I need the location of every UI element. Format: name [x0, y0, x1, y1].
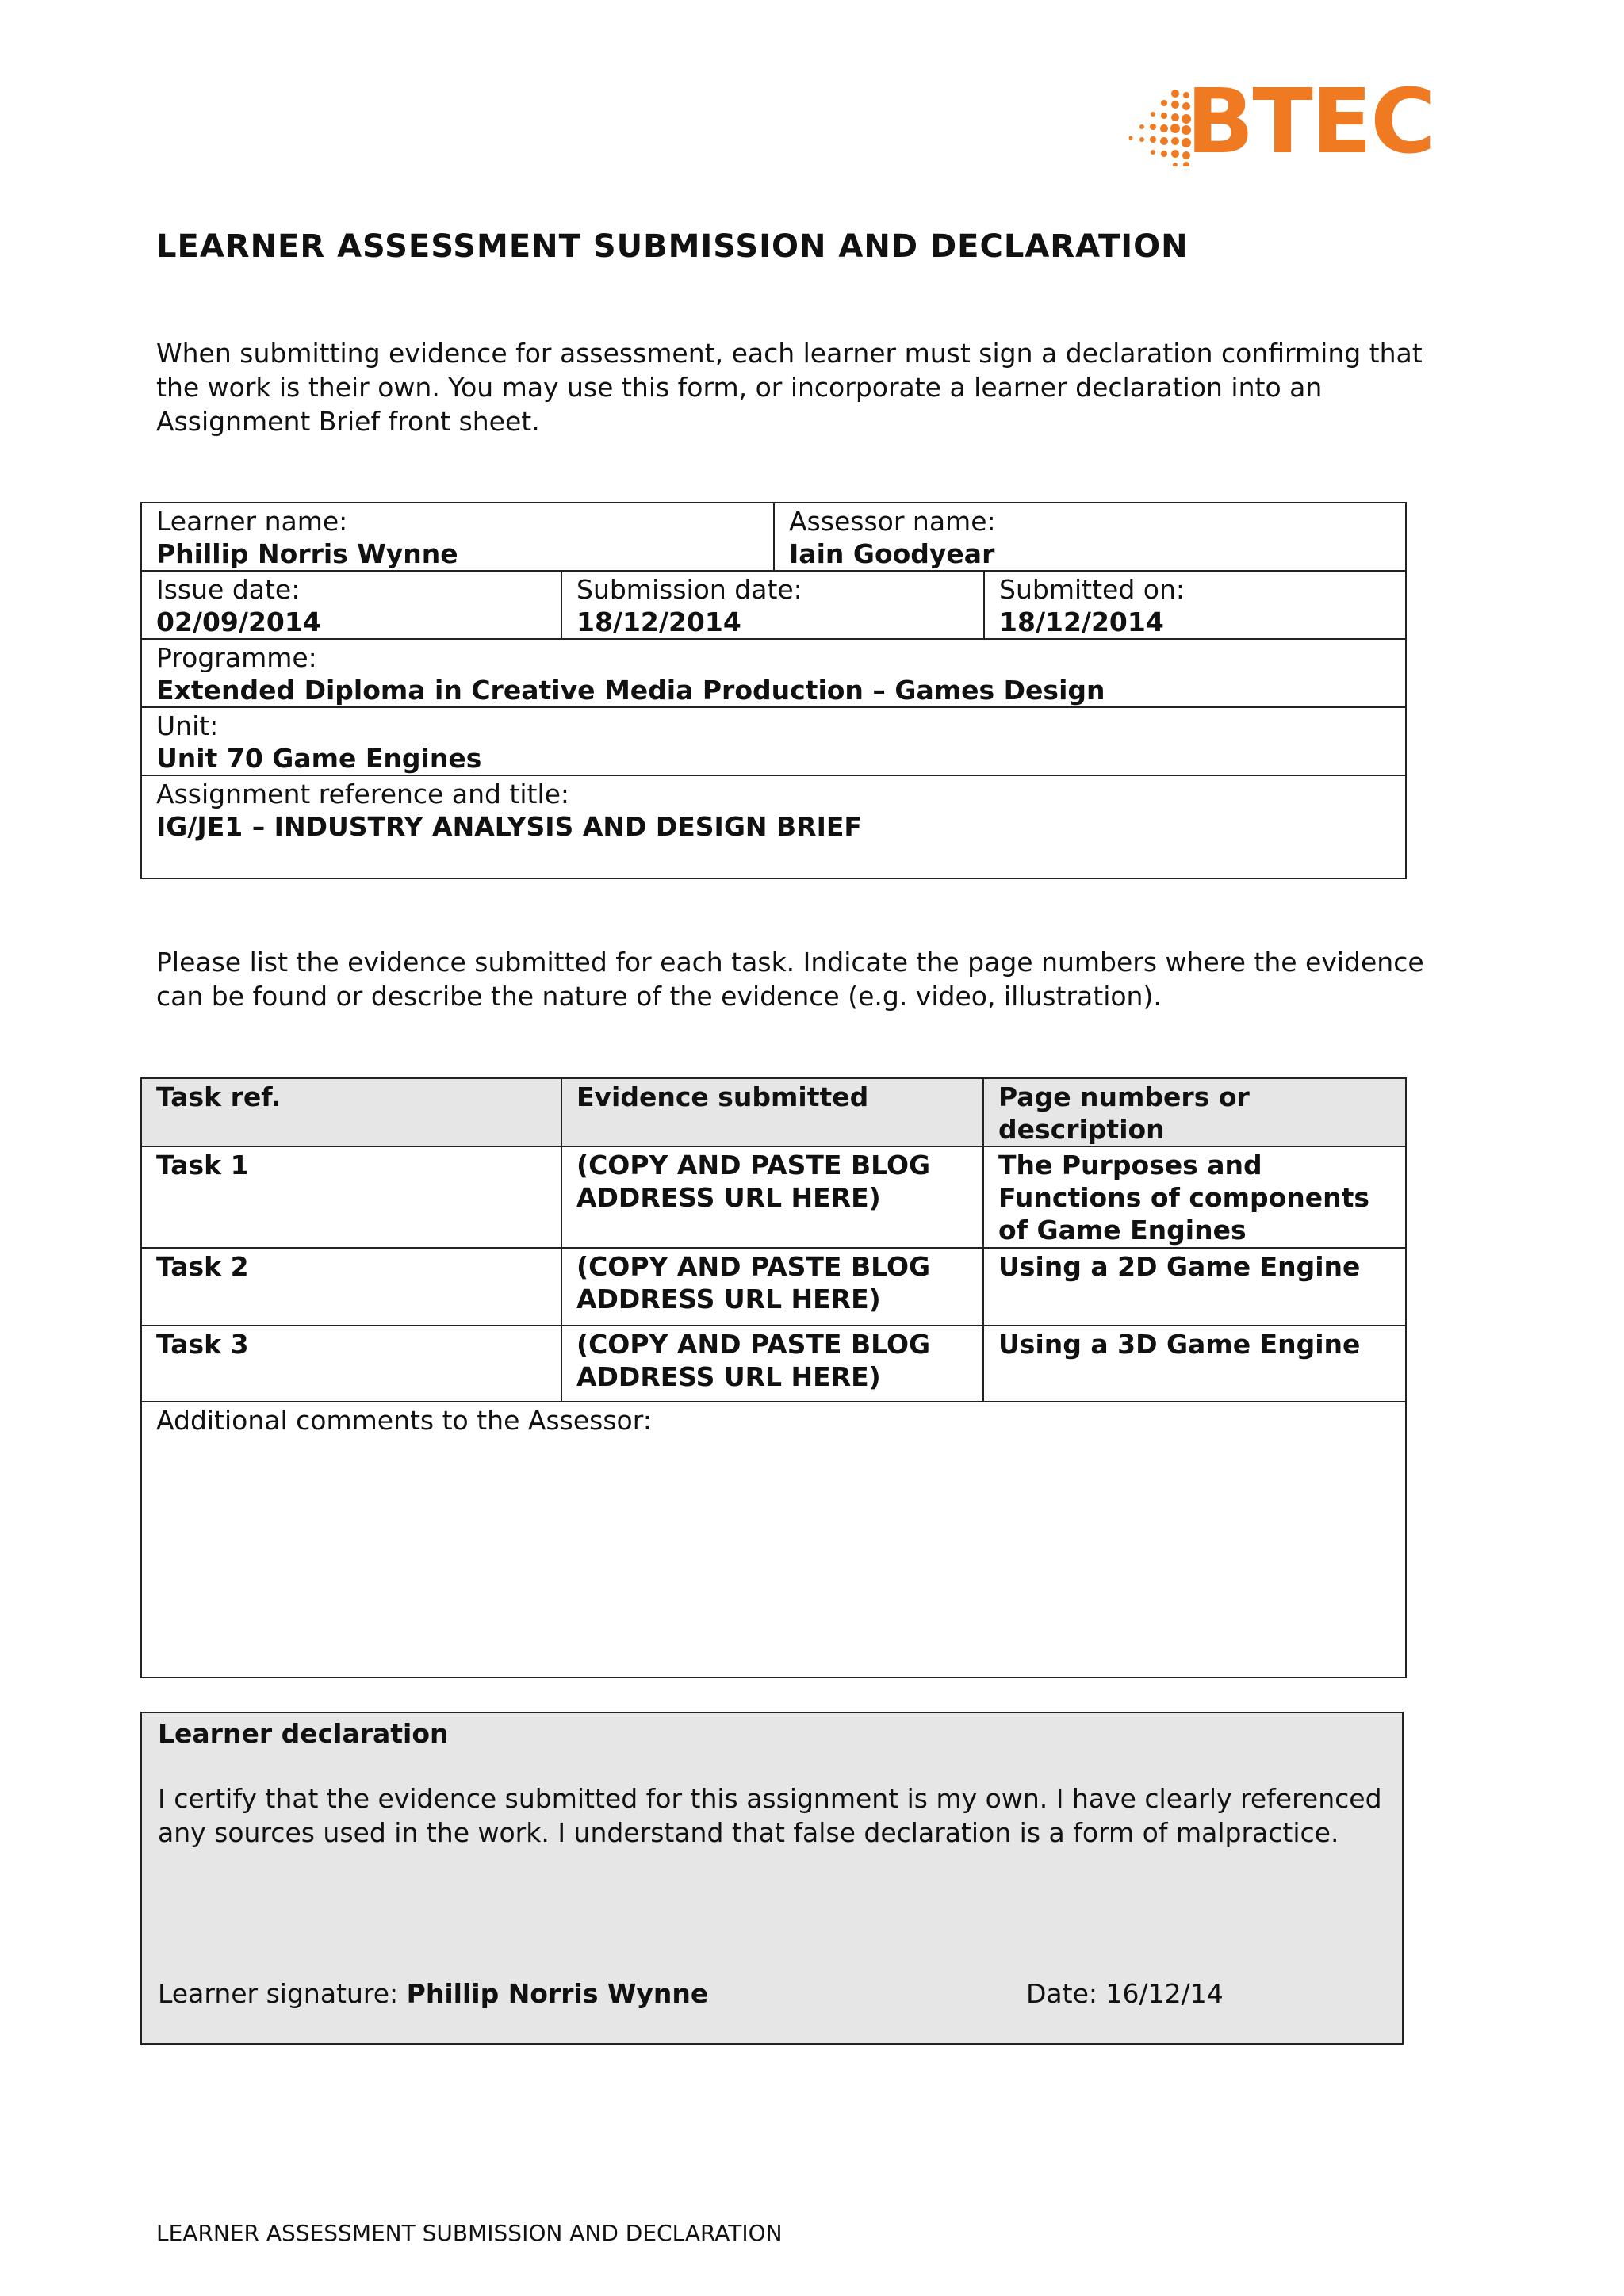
programme-label: Programme:: [156, 642, 317, 673]
signature-line: [158, 1978, 708, 2009]
submitted-on-cell: [984, 571, 1406, 639]
table-row: [141, 1146, 1406, 1248]
submission-date-cell: [561, 571, 984, 639]
header-task-ref: Task ref.: [141, 1078, 561, 1146]
issue-date-value: 02/09/2014: [156, 607, 321, 637]
learner-name-cell: [141, 503, 774, 571]
evidence-cell: (COPY AND PASTE BLOG ADDRESS URL HERE): [561, 1326, 983, 1402]
submission-date-value: 18/12/2014: [576, 607, 741, 637]
assessor-name-cell: [774, 503, 1406, 571]
signature-value: Phillip Norris Wynne: [406, 1978, 709, 2009]
assessor-name-value: Iain Goodyear: [789, 538, 995, 569]
learner-info-table: [140, 502, 1407, 879]
declaration-heading: Learner declaration: [158, 1718, 449, 1749]
task-ref-cell: Task 2: [141, 1248, 561, 1326]
issue-date-cell: [141, 571, 561, 639]
date-value: 16/12/14: [1105, 1978, 1224, 2009]
task-ref-cell: Task 1: [141, 1146, 561, 1248]
evidence-cell: (COPY AND PASTE BLOG ADDRESS URL HERE): [561, 1146, 983, 1248]
header-page-numbers: Page numbers or description: [983, 1078, 1406, 1146]
logo-text: BTEC: [1186, 71, 1434, 174]
table-row: [141, 1248, 1406, 1326]
date-label: Date:: [1026, 1978, 1097, 2009]
learner-declaration-box: [140, 1712, 1404, 2045]
programme-value: Extended Diploma in Creative Media Production – Games Design: [156, 675, 1105, 706]
header-evidence: Evidence submitted: [561, 1078, 983, 1146]
assignment-value: IG/JE1 – INDUSTRY ANALYSIS AND DESIGN BRIEF: [156, 811, 862, 842]
assessor-name-label: Assessor name:: [789, 506, 996, 537]
unit-value: Unit 70 Game Engines: [156, 743, 482, 774]
submitted-on-value: 18/12/2014: [999, 607, 1164, 637]
programme-cell: [141, 639, 1406, 707]
learner-name-value: Phillip Norris Wynne: [156, 538, 458, 569]
issue-date-label: Issue date:: [156, 574, 301, 605]
logo-dots-icon: [1124, 87, 1193, 166]
assignment-label: Assignment reference and title:: [156, 779, 570, 809]
declaration-date: [1026, 1978, 1224, 2009]
learner-name-label: Learner name:: [156, 506, 348, 537]
pages-cell: Using a 3D Game Engine: [983, 1326, 1406, 1402]
btec-logo: [1124, 71, 1434, 178]
unit-label: Unit:: [156, 710, 219, 741]
unit-cell: [141, 707, 1406, 775]
evidence-cell: (COPY AND PASTE BLOG ADDRESS URL HERE): [561, 1248, 983, 1326]
submission-date-label: Submission date:: [576, 574, 802, 605]
page-title: LEARNER ASSESSMENT SUBMISSION AND DECLARATION: [156, 228, 1189, 265]
evidence-intro-paragraph: Please list the evidence submitted for each task. Indicate the page numbers where the evidence can be found or describe the nature of the evidence (e.g. video, illustration).: [156, 947, 1424, 1012]
task-ref-cell: Task 3: [141, 1326, 561, 1402]
table-header-row: [141, 1078, 1406, 1146]
page-footer: LEARNER ASSESSMENT SUBMISSION AND DECLARATION: [156, 2220, 783, 2246]
table-row: [141, 1326, 1406, 1402]
signature-label: Learner signature:: [158, 1978, 399, 2009]
declaration-text: I certify that the evidence submitted for this assignment is my own. I have clearly referenced any sources used in the work. I understand that false declaration is a form of malpractice.: [158, 1783, 1382, 1848]
assignment-cell: [141, 775, 1406, 878]
submitted-on-label: Submitted on:: [999, 574, 1185, 605]
intro-paragraph: When submitting evidence for assessment, each learner must sign a declaration confirming that the work is their own. You may use this form, or incorporate a learner declaration into an Assignment Brief front sheet.: [156, 338, 1423, 437]
additional-comments-field: Additional comments to the Assessor:: [141, 1402, 1406, 1678]
evidence-table: [140, 1077, 1407, 1678]
pages-cell: Using a 2D Game Engine: [983, 1248, 1406, 1326]
pages-cell: The Purposes and Functions of components of Game Engines: [983, 1146, 1406, 1248]
